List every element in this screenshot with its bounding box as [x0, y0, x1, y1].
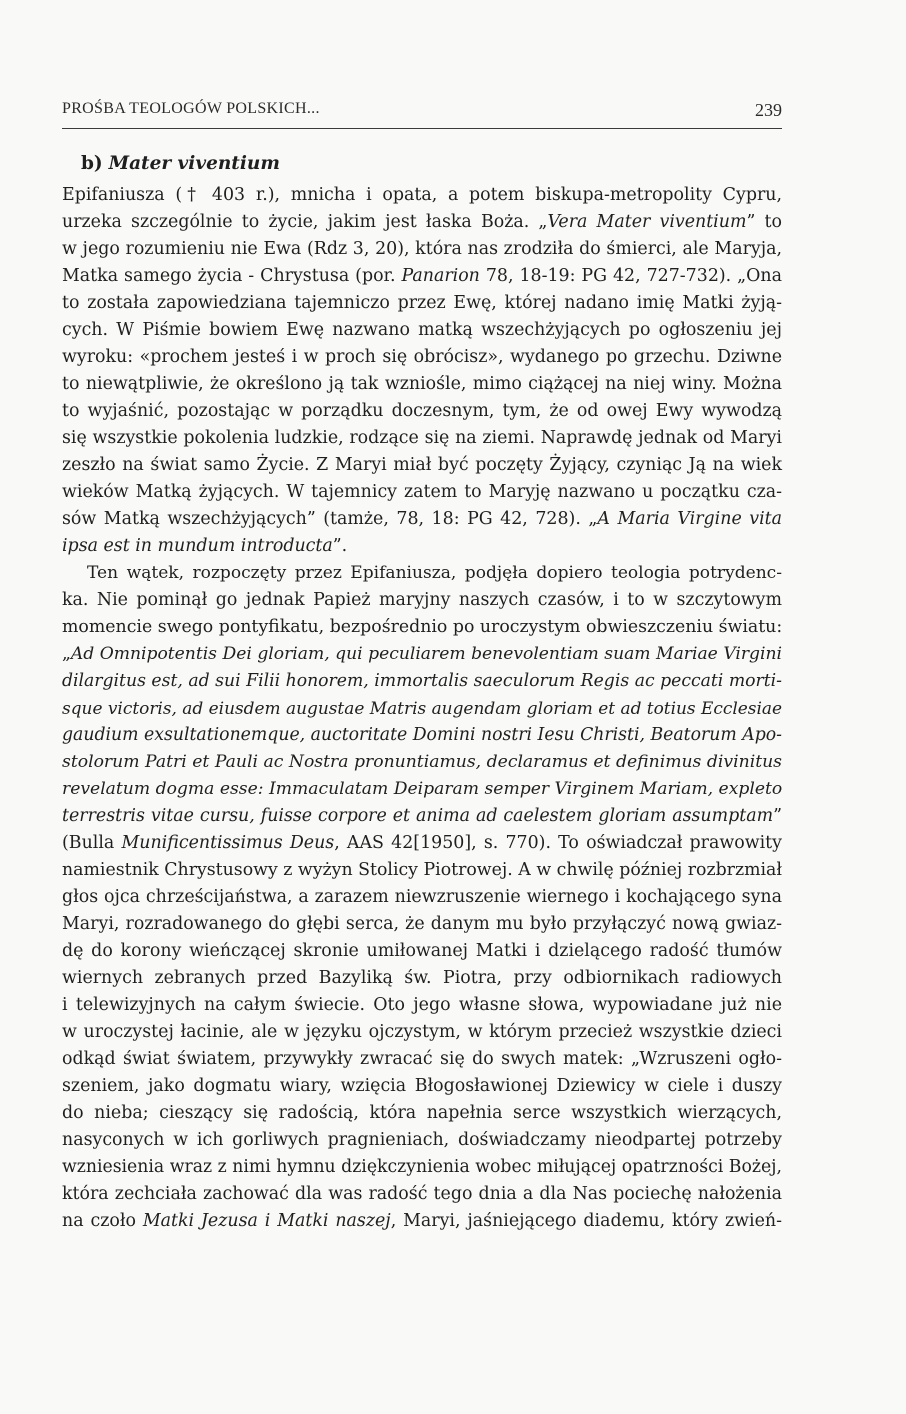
text-line [62, 236, 782, 263]
text-run: , Maryi, jaśniejącego diademu, który zwień- [390, 1211, 782, 1231]
text-run: wyroku: «prochem jesteś i w proch się obrócisz», wydanego po grzechu. Dziwne [62, 347, 782, 367]
text-run: wieków Matką żyjących. W tajemnicy zatem to Maryję nazwano u początku cza- [62, 482, 782, 502]
text-line [62, 452, 782, 479]
italic-text: Panarion [401, 266, 480, 286]
running-header [62, 100, 782, 128]
text-run: dę do korony wieńczącej skronie umiłowanej Matki i dzielącego radość tłumów [62, 941, 782, 961]
text-line [62, 722, 782, 749]
italic-text: sque victoris, ad eiusdem augustae Matris augendam gloriam et ad totius Ecclesiae [62, 698, 783, 718]
section-label: b) [81, 153, 103, 174]
text-run: ” to [746, 212, 782, 232]
text-run: głos ojca chrześcijaństwa, a zarazem niewzruszenie wiernego i kochającego syna [62, 887, 782, 907]
text-line [62, 965, 782, 992]
text-line [62, 533, 782, 560]
text-run: się wszystkie pokolenia ludzkie, rodzące się na ziemi. Naprawdę jednak od Maryi [62, 428, 782, 448]
text-run: ka. Nie pominął go jednak Papież maryjny naszych czasów, i to w szczytowym [62, 590, 782, 610]
text-line [62, 776, 782, 803]
text-run: szeniem, jako dogmatu wiary, wzięcia Błogosławionej Dziewicy w ciele i duszy [62, 1076, 782, 1096]
text-run: sów Matką wszechżyjących” (tamże, 78, 18: PG 42, 728). „ [62, 509, 598, 529]
text-run: to wyjaśnić, pozostając w porządku doczesnym, tym, że od owej Ewy wywodzą [62, 401, 782, 421]
italic-text: Ad Omnipotentis Dei gloriam, qui peculiarem benevolentiam suam Mariae Virgini [70, 644, 782, 664]
text-run: na czoło [62, 1211, 143, 1231]
section-heading [81, 150, 782, 177]
text-line [62, 614, 782, 641]
text-run: która zechciała zachować dla was radość tego dnia a dla Nas pociechę nałożenia [62, 1184, 782, 1204]
italic-text: ipsa est in mundum introducta [62, 536, 333, 556]
text-line [62, 938, 782, 965]
italic-text: Vera Mater viventium [547, 212, 747, 232]
text-line [62, 668, 782, 695]
text-line [62, 1046, 782, 1073]
text-run: ”. [332, 536, 348, 556]
page-number: 239 [755, 100, 782, 120]
text-line [62, 182, 782, 209]
text-line [62, 371, 782, 398]
text-line [62, 749, 782, 776]
text-run: wiernych zebranych przed Bazyliką św. Piotra, przy odbiornikach radiowych [62, 968, 782, 988]
text-line [62, 695, 782, 722]
text-run: w jego rozumieniu nie Ewa (Rdz 3, 20), która nas zrodziła do śmierci, ale Maryja, [62, 239, 782, 259]
text-run: zeszło na świat samo Życie. Z Maryi miał być poczęty Żyjący, czyniąc Ją na wiek [62, 455, 782, 475]
text-line [62, 425, 782, 452]
text-line [62, 992, 782, 1019]
text-run: to niewątpliwie, że określono ją tak wzniośle, mimo ciążącej na niej winy. Można [62, 374, 782, 394]
text-line [62, 641, 782, 668]
text-line [62, 830, 782, 857]
text-line [62, 317, 782, 344]
text-line [62, 1154, 782, 1181]
text-run: , AAS 42[1950], s. 770). To oświadczał prawowity [334, 833, 782, 853]
italic-text: gaudium exsultationemque, auctoritate Domini nostri Iesu Christi, Beatorum Apo- [62, 725, 782, 745]
text-run: Epifaniusza († 403 r.), mnicha i opata, a potem biskupa-metropolity Cypru, [62, 185, 782, 205]
text-line [62, 506, 782, 533]
italic-text: terrestris vitae cursu, fuisse corpore et anima ad caelestem gloriam assumptam [62, 806, 774, 826]
text-run: „ [62, 644, 71, 664]
text-line [62, 479, 782, 506]
text-run: namiestnik Chrystusowy z wyżyn Stolicy Piotrowej. A w chwilę później rozbrzmiał [62, 860, 782, 880]
text-run: to została zapowiedziana tajemniczo przez Ewę, której nadano imię Matki żyją- [62, 293, 782, 313]
text-line [62, 344, 782, 371]
italic-text: revelatum dogma esse: Immaculatam Deiparam semper Virginem Mariam, expleto [62, 779, 783, 799]
italic-text: stolorum Patri et Pauli ac Nostra pronuntiamus, declaramus et definimus divinitus [62, 752, 782, 772]
text-line [62, 884, 782, 911]
italic-text: dilargitus est, ad sui Filii honorem, immortalis saeculorum Regis ac peccati morti- [62, 671, 782, 691]
italic-text: A Maria Virgine vita [597, 509, 782, 529]
text-line [62, 587, 782, 614]
text-line [62, 209, 782, 236]
text-run: do nieba; cieszący się radością, która napełnia serce wszystkich wierzących, [62, 1103, 782, 1123]
text-line [62, 1019, 782, 1046]
text-line [62, 290, 782, 317]
text-run: (Bulla [62, 833, 122, 853]
text-line [62, 1181, 782, 1208]
section-title: Mater viventium [108, 153, 280, 174]
text-line [62, 1100, 782, 1127]
italic-text: Munificentissimus Deus [121, 833, 335, 853]
text-line [62, 911, 782, 938]
text-line [62, 857, 782, 884]
text-run: cych. W Piśmie bowiem Ewę nazwano matką wszechżyjących po ogłoszeniu jej [62, 320, 782, 340]
text-line [62, 263, 782, 290]
text-lines [62, 182, 782, 1235]
text-run: ” [773, 806, 782, 826]
text-line [62, 560, 782, 587]
text-run: 78, 18-19: PG 42, 727-732). „Ona [479, 266, 782, 286]
text-line [62, 1208, 782, 1235]
text-line [62, 398, 782, 425]
italic-text: Matki Jezusa i Matki naszej [142, 1211, 391, 1231]
text-run: nasyconych w ich gorliwych pragnieniach, doświadczamy nieodpartej potrzeby [62, 1130, 782, 1150]
header-rule [62, 128, 782, 129]
text-run: Ten wątek, rozpoczęty przez Epifaniusza, podjęła dopiero teologia potrydenc- [87, 563, 782, 583]
text-line [62, 1127, 782, 1154]
text-run: odkąd świat światem, przywykły zwracać się do swych matek: „Wzruszeni ogło- [62, 1049, 782, 1069]
text-run: urzeka szczególnie to życie, jakim jest łaska Boża. „ [62, 212, 548, 232]
running-title: PROŚBA TEOLOGÓW POLSKICH... [62, 100, 320, 117]
body-text [62, 150, 782, 1235]
text-line [62, 1073, 782, 1100]
text-run: Maryi, rozradowanego do głębi serca, że danym mu było przyłączyć nową gwiaz- [62, 914, 782, 934]
text-run: w uroczystej łacinie, ale w języku ojczystym, w którym przecież wszystkie dzieci [62, 1022, 782, 1042]
text-run: wzniesienia wraz z nimi hymnu dziękczynienia wobec miłującej opatrzności Bożej, [62, 1157, 782, 1177]
text-run: momencie swego pontyfikatu, bezpośrednio po uroczystym obwieszczeniu światu: [62, 617, 783, 637]
text-line [62, 803, 782, 830]
text-run: i telewizyjnych na całym świecie. Oto jego własne słowa, wypowiadane już nie [62, 995, 782, 1015]
text-run: Matka samego życia - Chrystusa (por. [62, 266, 402, 286]
